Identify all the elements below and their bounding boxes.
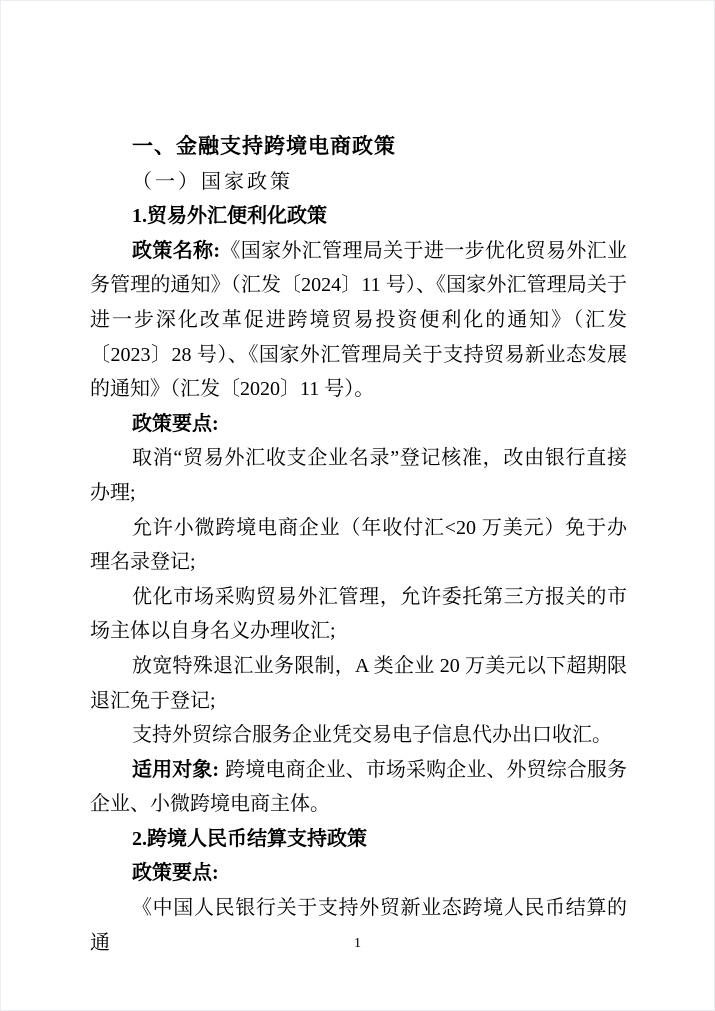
policy-point-2: 允许小微跨境电商企业（年收付汇<20 万美元）免于办理名录登记; <box>90 516 627 574</box>
target-audience-text: 跨境电商企业、市场采购企业、外贸综合服务企业、小微跨境电商主体。 <box>90 758 628 816</box>
document-body <box>90 130 627 960</box>
section1-title: 1.贸易外汇便利化政策 <box>132 205 327 228</box>
target-audience-label: 适用对象: <box>132 758 220 781</box>
policy-point-5: 支持外贸综合服务企业凭交易电子信息代办出口收汇。 <box>132 724 612 747</box>
sub-heading-national-policy: （一）国家政策 <box>132 170 293 193</box>
policy-point-1: 取消“贸易外汇收支企业名录”登记核准，改由银行直接办理; <box>90 447 627 504</box>
section2-policy-points-label: 政策要点: <box>132 862 219 885</box>
target-audience-paragraph <box>90 753 627 822</box>
policy-point-4: 放宽特殊退汇业务限制，A 类企业 20 万美元以下超期限退汇免于登记; <box>90 654 627 712</box>
policy-name-text: 《国家外汇管理局关于进一步优化贸易外汇业务管理的通知》（汇发〔2024〕11 号）、《国家外汇管理局关于进一步深化改革促进跨境贸易投资便利化的通知》（汇发〔2023〕28 号）、《国家外汇管理局关于支持贸易新业态发展的通知》（汇发〔2020〕11 号）。 <box>90 239 628 401</box>
section2-opening-line: 《中国人民银行关于支持外贸新业态跨境人民币结算的通 <box>90 897 627 954</box>
policy-name-paragraph <box>90 234 627 407</box>
section2-title: 2.跨境人民币结算支持政策 <box>132 827 367 850</box>
main-heading: 一、金融支持跨境电商政策 <box>132 135 396 158</box>
policy-point-3: 优化市场采购贸易外汇管理，允许委托第三方报关的市场主体以自身名义办理收汇; <box>90 585 627 643</box>
section1-policy-points-label: 政策要点: <box>132 412 219 435</box>
policy-name-label: 政策名称: <box>132 239 221 262</box>
page-number: 1 <box>354 936 361 951</box>
